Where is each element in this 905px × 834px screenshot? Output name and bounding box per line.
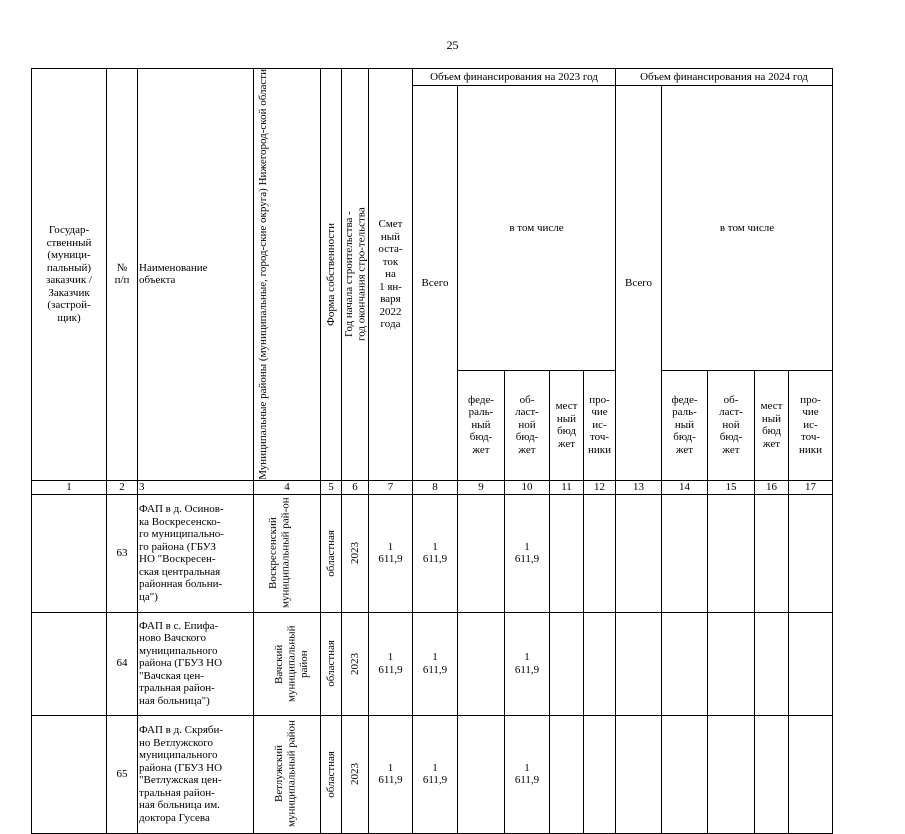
column-number: 2 [107,480,138,494]
total-2024-cell [616,612,662,715]
other-2023-cell [584,612,616,715]
ownership-cell: областная [321,715,342,833]
header-total-2024: Всего [616,86,662,481]
column-number: 9 [458,480,505,494]
federal-2024-cell [662,612,708,715]
year-cell: 2023 [342,715,369,833]
local-2024-cell [755,612,789,715]
federal-2023-cell [458,612,505,715]
column-number: 5 [321,480,342,494]
row-number: 63 [107,494,138,612]
customer-cell [32,612,107,715]
header-local-2023: мест ный бюд жет [550,370,584,480]
column-number-row [32,480,833,494]
header-ownership: Форма собственности [321,69,342,481]
column-number: 8 [413,480,458,494]
header-districts: Муниципальные районы (муниципальные, город-ские округа) Нижегород-ской области [254,69,321,481]
object-name: ФАП в д. Осинов- ка Воскресенско- го муниципально- го района (ГБУЗ НО "Воскресен- ская центральная районная больни- ца") [138,494,254,612]
regional-2023-cell: 1 611,9 [505,715,550,833]
header-number: № п/п [107,69,138,481]
ownership-cell: областная [321,612,342,715]
column-number: 16 [755,480,789,494]
total-2023-cell: 1 611,9 [413,612,458,715]
total-2023-cell: 1 611,9 [413,715,458,833]
header-total-2023: Всего [413,86,458,481]
year-cell: 2023 [342,612,369,715]
header-other-2023: про- чие ис- точ- ники [584,370,616,480]
federal-2023-cell [458,715,505,833]
column-number: 3 [138,480,254,494]
regional-2023-cell: 1 611,9 [505,494,550,612]
federal-2024-cell [662,494,708,612]
header-regional-2023: об- ласт- ной бюд- жет [505,370,550,480]
financing-table [31,68,833,834]
object-name: ФАП в д. Скряби- но Ветлужского муниципального района (ГБУЗ НО "Ветлужская цен- тральная район- ная больница им. доктора Гусева [138,715,254,833]
header-financing-2023: Объем финансирования на 2023 год [413,69,616,86]
year-cell: 2023 [342,494,369,612]
header-years: Год начала строительства - год окончания стро-тельства [342,69,369,481]
object-name: ФАП в с. Епифа- ново Вачского муниципального района (ГБУЗ НО "Вачская цен- тральная район- ная больница") [138,612,254,715]
customer-cell [32,715,107,833]
header-financing-2024: Объем финансирования на 2024 год [616,69,833,86]
local-2024-cell [755,494,789,612]
column-number: 4 [254,480,321,494]
row-number: 65 [107,715,138,833]
column-number: 15 [708,480,755,494]
local-2023-cell [550,494,584,612]
regional-2024-cell [708,715,755,833]
district-cell: Вачский муниципальный район [254,612,321,715]
header-other-2024: про- чие ис- точ- ники [789,370,833,480]
header-local-2024: мест ный бюд жет [755,370,789,480]
total-2023-cell: 1 611,9 [413,494,458,612]
header-object-name: Наименование объекта [138,69,254,481]
other-2023-cell [584,494,616,612]
header-federal-2024: феде- раль- ный бюд- жет [662,370,708,480]
column-number: 17 [789,480,833,494]
other-2023-cell [584,715,616,833]
header-regional-2024: об- ласт- ной бюд- жет [708,370,755,480]
federal-2024-cell [662,715,708,833]
column-number: 1 [32,480,107,494]
district-cell: Воскресенский муниципальный рай-он [254,494,321,612]
regional-2023-cell: 1 611,9 [505,612,550,715]
column-number: 7 [369,480,413,494]
column-number: 10 [505,480,550,494]
federal-2023-cell [458,494,505,612]
header-federal-2023: феде- раль- ный бюд- жет [458,370,505,480]
ownership-cell: областная [321,494,342,612]
header-including-2024: в том числе [662,86,833,371]
local-2023-cell [550,715,584,833]
table-row [32,612,833,715]
balance-cell: 1 611,9 [369,612,413,715]
table-row [32,715,833,833]
local-2023-cell [550,612,584,715]
header-including-2023: в том числе [458,86,616,371]
header-balance: Смет ный оста- ток на 1 ян- варя 2022 года [369,69,413,481]
regional-2024-cell [708,494,755,612]
local-2024-cell [755,715,789,833]
total-2024-cell [616,494,662,612]
row-number: 64 [107,612,138,715]
column-number: 12 [584,480,616,494]
district-cell: Ветлужский муниципальный район [254,715,321,833]
other-2024-cell [789,612,833,715]
balance-cell: 1 611,9 [369,494,413,612]
table-row [32,494,833,612]
regional-2024-cell [708,612,755,715]
customer-cell [32,494,107,612]
total-2024-cell [616,715,662,833]
header-customer: Государ- ственный (муници- пальный) заказчик / Заказчик (застрой- щик) [32,69,107,481]
other-2024-cell [789,715,833,833]
column-number: 6 [342,480,369,494]
other-2024-cell [789,494,833,612]
column-number: 13 [616,480,662,494]
column-number: 11 [550,480,584,494]
column-number: 14 [662,480,708,494]
balance-cell: 1 611,9 [369,715,413,833]
page-number: 25 [446,38,459,52]
